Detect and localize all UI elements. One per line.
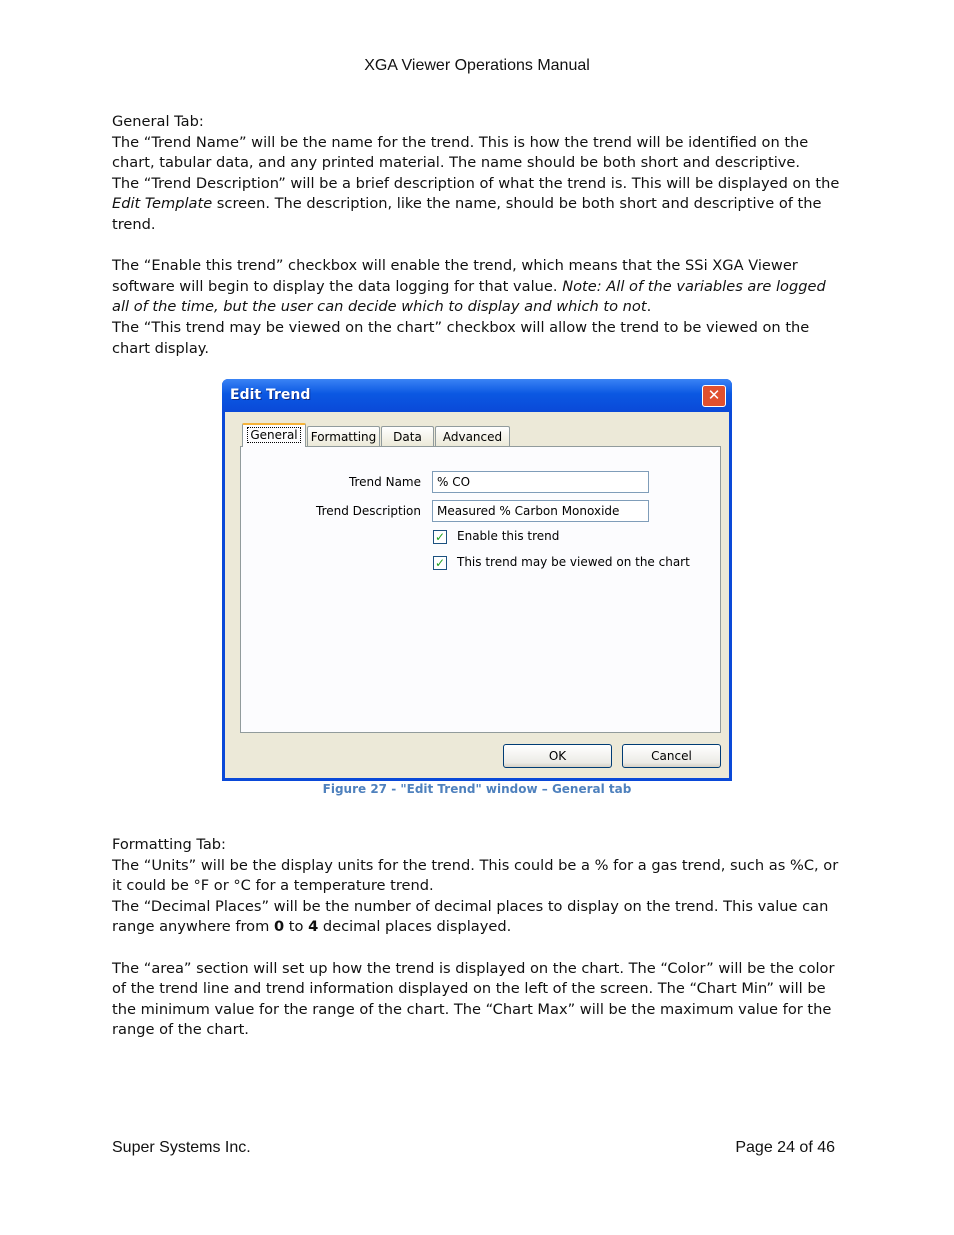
footer-page-number: Page 24 of 46 — [735, 1139, 835, 1156]
trend-name-paragraph: The “Trend Name” will be the name for the trend. This is how the trend will be identified on the chart, tabular data, and any printed material. The name should be both short and descriptive. — [112, 133, 809, 172]
edit-trend-dialog — [222, 379, 732, 781]
enable-trend-checkbox[interactable]: ✓ — [434, 530, 446, 544]
view-on-chart-paragraph: The “This trend may be viewed on the chart” checkbox will allow the trend to be viewed on the chart display. — [112, 318, 810, 357]
enable-trend-label: Enable this trend — [457, 529, 560, 543]
enable-trend-paragraph: The “Enable this trend” checkbox will enable the trend, which means that the SSi XGA Viewer software will begin to display the data logging for that value. Note: All of the variables are logged all of the time, but the user can decide which to display and which to not. — [112, 257, 826, 316]
area-paragraph: The “area” section will set up how the trend is displayed on the chart. The “Color” will be the color of the trend line and trend information displayed on the left of the screen. The “Chart Min” will be the minimum value for the range of the chart. The “Chart Max” will be the maximum value for the range of the chart. — [112, 959, 835, 1039]
tab-data[interactable]: Data — [381, 426, 434, 446]
decimal-max: 4 — [308, 918, 319, 936]
dialog-titlebar — [222, 379, 732, 412]
view-on-chart-checkbox[interactable]: ✓ — [434, 556, 446, 570]
trend-description-input[interactable]: Measured % Carbon Monoxide — [432, 500, 649, 522]
tab-advanced[interactable]: Advanced — [435, 426, 510, 446]
trend-description-paragraph: The “Trend Description” will be a brief description of what the trend is. This will be displayed on the Edit Template screen. The description, like the name, should be both short and descriptive of the trend. — [112, 174, 840, 233]
units-paragraph: The “Units” will be the display units for the trend. This could be a % for a gas trend, such as %C, or it could be °F or °C for a temperature trend. — [112, 856, 839, 895]
note-text: Note: All of the variables are logged all of the time, but the user can decide which to display and which to not — [112, 277, 826, 316]
cancel-button[interactable]: Cancel — [622, 744, 721, 768]
dialog-client-area — [225, 412, 729, 778]
trend-name-label: Trend Name — [348, 475, 421, 489]
edit-template-emphasis: Edit Template — [112, 195, 213, 213]
trend-description-label: Trend Description — [316, 504, 421, 518]
ok-button[interactable]: OK — [503, 744, 612, 768]
decimal-min: 0 — [273, 918, 285, 936]
tab-general[interactable]: General — [242, 423, 306, 447]
close-button[interactable]: ✕ — [702, 385, 726, 407]
view-on-chart-label: This trend may be viewed on the chart — [457, 555, 690, 569]
page-header-title: XGA Viewer Operations Manual — [364, 57, 590, 74]
footer-company: Super Systems Inc. — [112, 1139, 251, 1156]
dialog-title: Edit Trend — [230, 387, 311, 403]
tab-formatting[interactable]: Formatting — [307, 426, 380, 446]
decimal-places-paragraph: The “Decimal Places” will be the number of decimal places to display on the trend. This value can range anywhere from 0 to 4 decimal places displayed. — [112, 897, 829, 936]
figure-caption: Figure 27 - "Edit Trend" window – General tab — [322, 782, 632, 796]
trend-name-input[interactable]: % CO — [432, 471, 649, 493]
formatting-heading: Formatting Tab: — [112, 836, 226, 853]
formatting-tab-section — [112, 835, 847, 1041]
general-heading: General Tab: — [112, 113, 204, 130]
general-tab-section — [112, 112, 847, 359]
